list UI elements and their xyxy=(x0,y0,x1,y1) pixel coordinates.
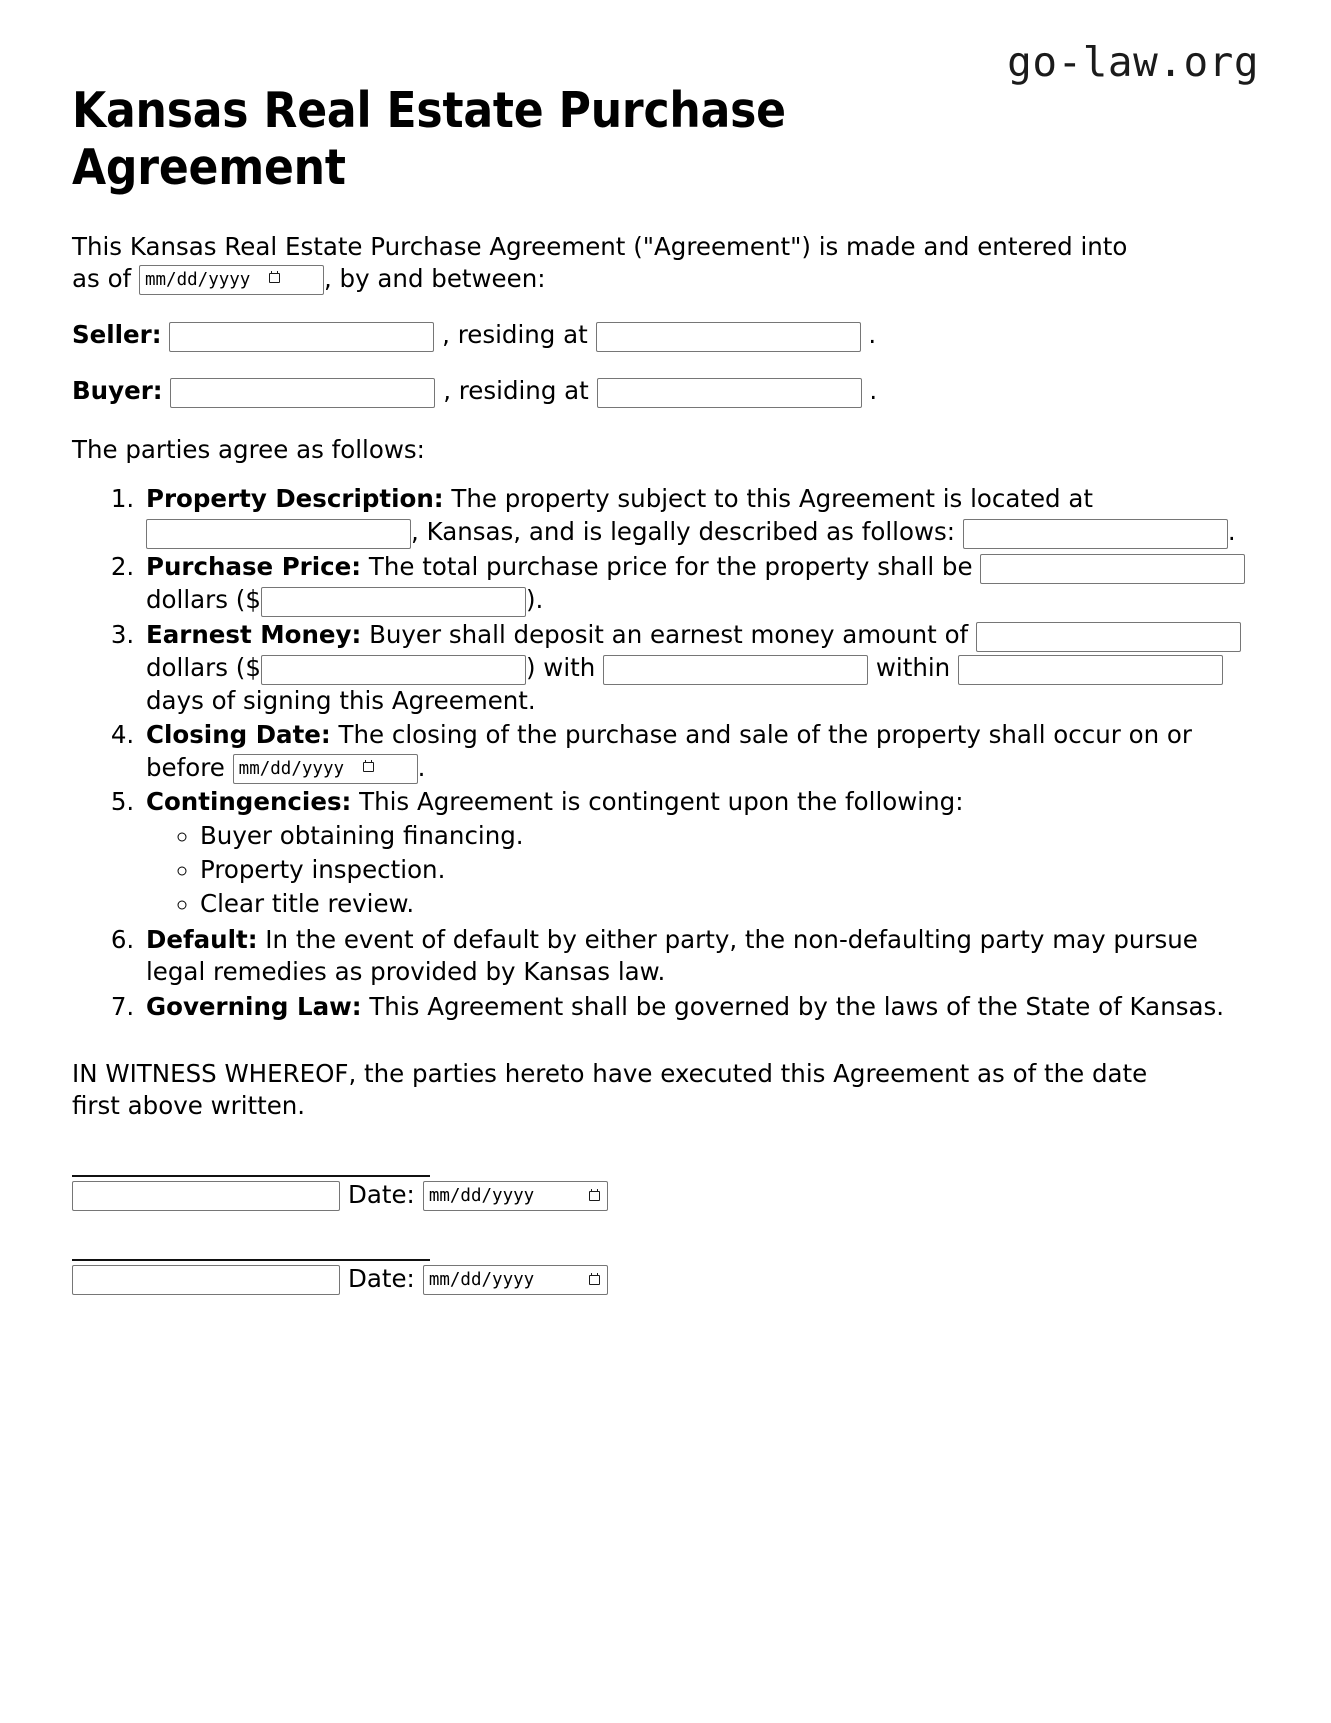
clause-text-2: dollars ($ xyxy=(146,584,261,614)
list-item: ◦ Property inspection. xyxy=(200,853,1259,887)
earnest-money-days-input[interactable] xyxy=(958,655,1223,685)
clause-term: Closing Date: xyxy=(146,720,331,750)
clauses-list xyxy=(72,483,1259,1024)
clause-text-2: dollars ($ xyxy=(146,652,261,682)
buyer-name-input[interactable] xyxy=(170,378,435,408)
clause-text: The closing of the purchase and sale of the property shall occur on or before xyxy=(146,720,1192,782)
clause-text: The total purchase price for the property shall be xyxy=(368,551,973,581)
clause-text: This Agreement shall be governed by the laws of the State of Kansas. xyxy=(369,991,1225,1021)
signature-date-input[interactable] xyxy=(423,1265,608,1295)
clause-earnest-money xyxy=(142,619,1259,718)
clause-text: This Agreement is contingent upon the following: xyxy=(359,787,964,817)
clause-term: Contingencies: xyxy=(146,787,352,817)
earnest-money-words-input[interactable] xyxy=(976,622,1241,652)
clause-purchase-price xyxy=(142,551,1259,617)
clause-text-3: . xyxy=(1227,516,1236,546)
clause-text: In the event of default by either party, the non-defaulting party may pursue legal remedies as provided by Kansas law. xyxy=(146,924,1198,987)
clause-default xyxy=(142,924,1259,989)
clause-property-description xyxy=(142,483,1259,549)
seller-row xyxy=(72,318,1259,352)
buyer-address-input[interactable] xyxy=(597,378,862,408)
calendar-icon[interactable] xyxy=(589,1273,602,1287)
signature-block-2 xyxy=(72,1259,1259,1295)
clause-text-2: , Kansas, and is legally described as follows: xyxy=(411,516,956,546)
signature-date-label: Date: xyxy=(348,1264,415,1294)
earnest-money-amount-input[interactable] xyxy=(261,655,526,685)
buyer-row xyxy=(72,374,1259,408)
clause-term: Property Description: xyxy=(146,483,444,513)
seller-name-input[interactable] xyxy=(169,322,434,352)
seller-address-input[interactable] xyxy=(596,322,861,352)
signature-row xyxy=(72,1181,1259,1211)
intro-paragraph xyxy=(72,231,1152,296)
clause-text-5: days of signing this Agreement. xyxy=(146,685,536,715)
clause-governing-law xyxy=(142,991,1259,1024)
closing-date-input[interactable] xyxy=(233,754,418,784)
intro-text-before-date: This Kansas Real Estate Purchase Agreement ("Agreement") is made and entered into as of xyxy=(72,231,1128,294)
page-title: Kansas Real Estate Purchase Agreement xyxy=(72,82,786,196)
calendar-icon[interactable] xyxy=(269,271,282,285)
signature-row xyxy=(72,1265,1259,1295)
clause-term: Default: xyxy=(146,924,258,954)
signature-date-label: Date: xyxy=(348,1180,415,1210)
site-brand-watermark: go-law.org xyxy=(1007,38,1259,86)
clause-contingencies xyxy=(142,786,1259,921)
contingencies-list xyxy=(146,819,1259,922)
buyer-period: . xyxy=(869,376,878,406)
signature-date-placeholder: mm/dd/yyyy xyxy=(428,1269,535,1290)
property-location-input[interactable] xyxy=(146,519,411,549)
signature-block-1 xyxy=(72,1175,1259,1211)
calendar-icon[interactable] xyxy=(589,1189,602,1203)
buyer-residing-text: , residing at xyxy=(443,376,589,406)
agreement-date-input[interactable] xyxy=(139,265,324,295)
purchase-price-words-input[interactable] xyxy=(980,554,1245,584)
clause-text-4: within xyxy=(875,652,951,682)
signature-date-placeholder: mm/dd/yyyy xyxy=(428,1185,535,1206)
calendar-icon[interactable] xyxy=(363,760,376,774)
seller-label: Seller: xyxy=(72,319,162,349)
legal-description-input[interactable] xyxy=(963,519,1228,549)
agreement-date-placeholder: mm/dd/yyyy xyxy=(144,270,251,291)
list-item: ◦ Buyer obtaining financing. xyxy=(200,819,1259,853)
clause-text-3: ). xyxy=(525,584,544,614)
clause-text-2: . xyxy=(417,752,426,782)
earnest-money-holder-input[interactable] xyxy=(603,655,868,685)
purchase-price-amount-input[interactable] xyxy=(261,587,526,617)
clause-text-3: ) with xyxy=(525,652,596,682)
clause-closing-date xyxy=(142,719,1259,784)
clause-term: Purchase Price: xyxy=(146,551,362,581)
seller-residing-text: , residing at xyxy=(442,319,588,349)
witness-paragraph: IN WITNESS WHEREOF, the parties hereto have executed this Agreement as of the date first above written. xyxy=(72,1058,1148,1121)
signature-input[interactable] xyxy=(72,1181,340,1211)
signature-input[interactable] xyxy=(72,1265,340,1295)
closing-date-placeholder: mm/dd/yyyy xyxy=(238,758,345,779)
clause-text: The property subject to this Agreement is located at xyxy=(451,483,1093,513)
signature-rule xyxy=(72,1175,430,1177)
seller-period: . xyxy=(868,319,877,349)
clause-term: Earnest Money: xyxy=(146,619,362,649)
signature-date-input[interactable] xyxy=(423,1181,608,1211)
intro-text-after-date: , by and between: xyxy=(323,264,546,294)
buyer-label: Buyer: xyxy=(72,376,163,406)
agree-intro-paragraph: The parties agree as follows: xyxy=(72,435,425,465)
list-item: ◦ Clear title review. xyxy=(200,887,1259,921)
clause-term: Governing Law: xyxy=(146,991,362,1021)
signature-rule xyxy=(72,1259,430,1261)
clause-text: Buyer shall deposit an earnest money amount of xyxy=(369,619,969,649)
